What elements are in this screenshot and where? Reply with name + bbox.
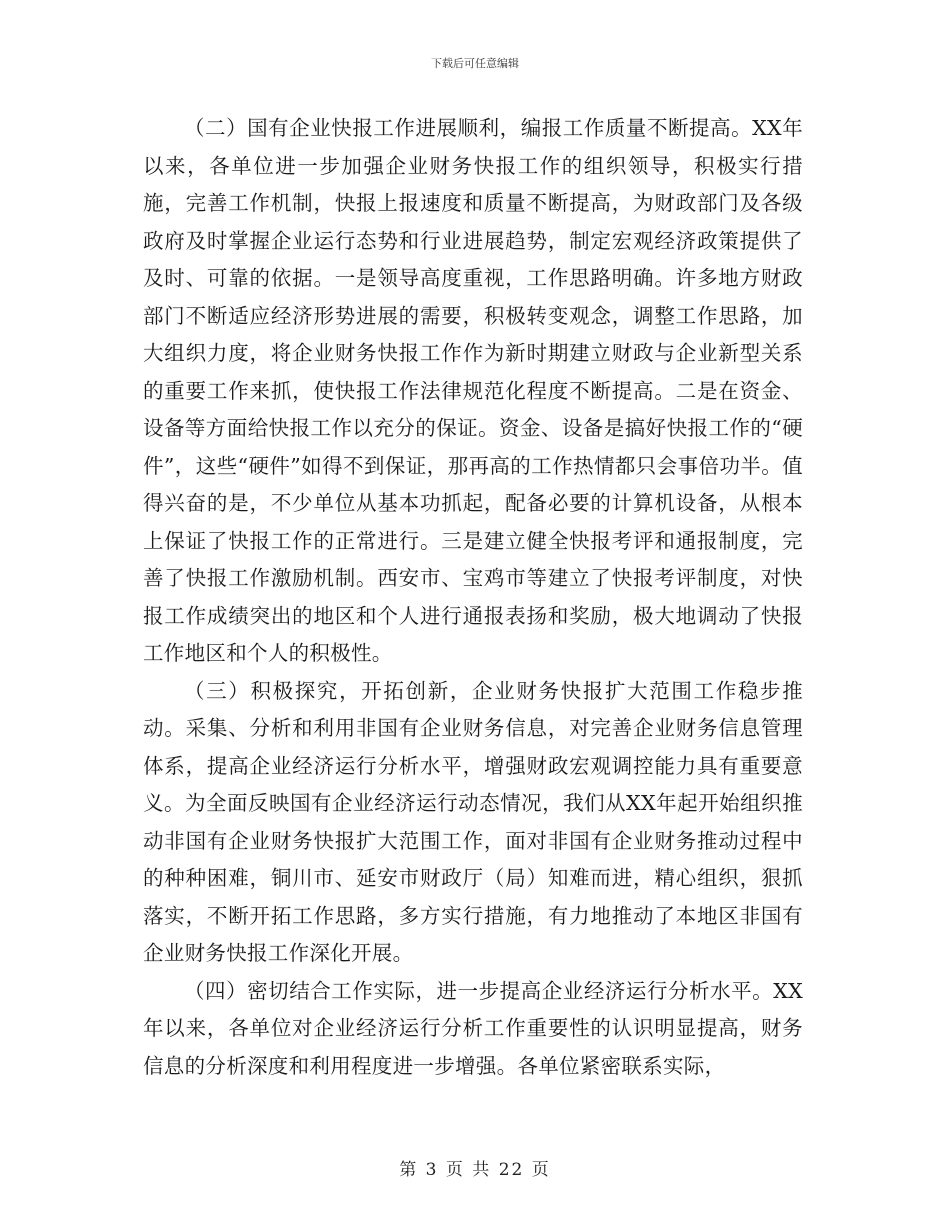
paragraph-3: （三）积极探究，开拓创新，企业财务快报扩大范围工作稳步推动。采集、分析和利用非国有企业财务信息，对完善企业财务信息管理体系，提高企业经济运行分析水平，增强财政宏观调控能力具有重要意义。为全面反映国有企业经济运行动态情况，我们从XX年起开始组织推动非国有企业财务快报扩大范围工作，面对非国有企业财务推动过程中的种种困难，铜川市、延安市财政厅（局）知难而进，精心组织，狠抓落实，不断开拓工作思路，多方实行措施，有力地推动了本地区非国有企业财务快报工作深化开展。 bbox=[143, 678, 803, 965]
page-header: 下载后可任意编辑 bbox=[431, 57, 519, 70]
page-number-footer: 第 3 页 共 22 页 bbox=[399, 1160, 551, 1180]
paragraph-2: （二）国有企业快报工作进展顺利，编报工作质量不断提高。XX年以来，各单位进一步加强企业财务快报工作的组织领导，积极实行措施，完善工作机制，快报上报速度和质量不断提高，为财政部门及各级政府及时掌握企业运行态势和行业进展趋势，制定宏观经济政策提供了及时、可靠的依据。一是领导高度重视，工作思路明确。许多地方财政部门不断适应经济形势进展的需要，积极转变观念，调整工作思路，加大组织力度，将企业财务快报工作作为新时期建立财政与企业新型关系的重要工作来抓，使快报工作法律规范化程度不断提高。二是在资金、设备等方面给快报工作以充分的保证。资金、设备是搞好快报工作的“硬件”，这些“硬件”如得不到保证，那再高的工作热情都只会事倍功半。值得兴奋的是，不少单位从基本功抓起，配备必要的计算机设备，从根本上保证了快报工作的正常进行。三是建立健全快报考评和通报制度，完善了快报工作激励机制。西安市、宝鸡市等建立了快报考评制度，对快报工作成绩突出的地区和个人进行通报表扬和奖励，极大地调动了快报工作地区和个人的积极性。 bbox=[143, 116, 803, 665]
document-body bbox=[143, 110, 803, 1085]
paragraph-4: （四）密切结合工作实际，进一步提高企业经济运行分析水平。XX年以来，各单位对企业经济运行分析工作重要性的认识明显提高，财务信息的分析深度和利用程度进一步增强。各单位紧密联系实际， bbox=[143, 978, 803, 1078]
